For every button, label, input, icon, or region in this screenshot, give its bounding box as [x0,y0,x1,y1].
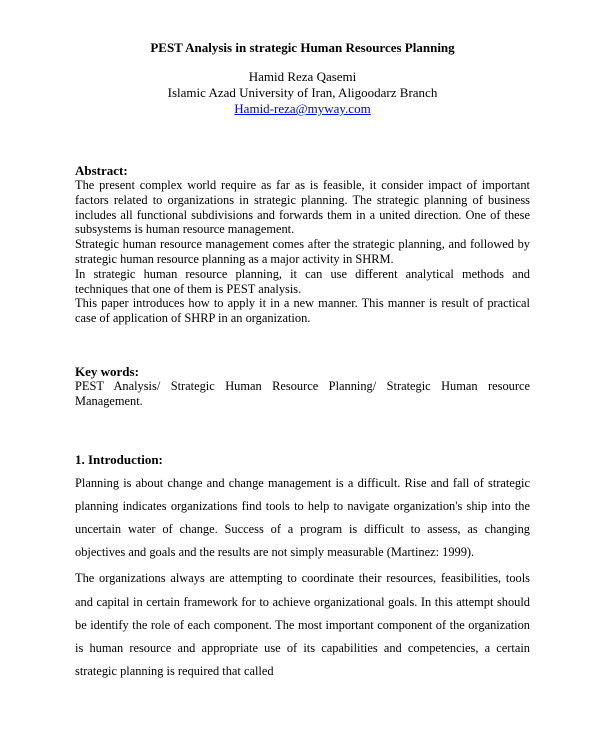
abstract-paragraph: The present complex world require as far as is feasible, it consider impact of important factors related to organizations in strategic planning. The strategic planning of business includes all functional subdivisions and forwards them in a united direction. One of these subsystems is human resource management. [75,178,530,237]
abstract-section [75,163,530,326]
introduction-paragraph: The organizations always are attempting to coordinate their resources, feasibilities, tools and capital in certain framework for to achieve organizational goals. In this attempt should be identify the role of each component. The most important component of the organization is human resource and appropriate use of its capabilities and competencies, a certain strategic planning is required that called [75,571,530,679]
abstract-paragraph: In strategic human resource planning, it can use different analytical methods and techniques that one of them is PEST analysis. [75,266,530,296]
keywords-heading: Key words: [75,363,139,379]
author-affiliation: Islamic Azad University of Iran, Aligoodarz Branch [167,85,438,100]
abstract-paragraph: This paper introduces how to apply it in a new manner. This manner is result of practical case of application of SHRP in an organization. [75,296,530,326]
keywords-section [75,364,530,409]
author-block [75,69,530,117]
abstract-heading: Abstract: [75,163,128,178]
introduction-section [75,452,530,684]
author-name: Hamid Reza Qasemi [248,69,357,84]
paper-page [75,40,530,683]
abstract-paragraph: Strategic human resource management comes after the strategic planning, and followed by strategic human resource planning as a major activity in SHRM. [75,237,530,266]
introduction-heading: 1. Introduction: [75,451,163,467]
keywords-text: PEST Analysis/ Strategic Human Resource Planning/ Strategic Human resource Management. [75,378,530,408]
introduction-paragraph: Planning is about change and change management is a difficult. Rise and fall of strategic planning indicates organizations find tools to help to navigate organization's ship into the uncertain water of change. Success of a program is difficult to assess, as changing objectives and goals and the results are not simply measurable (Martinez: 1999). [75,475,530,560]
paper-title: PEST Analysis in strategic Human Resources Planning [150,40,455,55]
author-email-link[interactable]: Hamid-reza@myway.com [234,101,371,116]
